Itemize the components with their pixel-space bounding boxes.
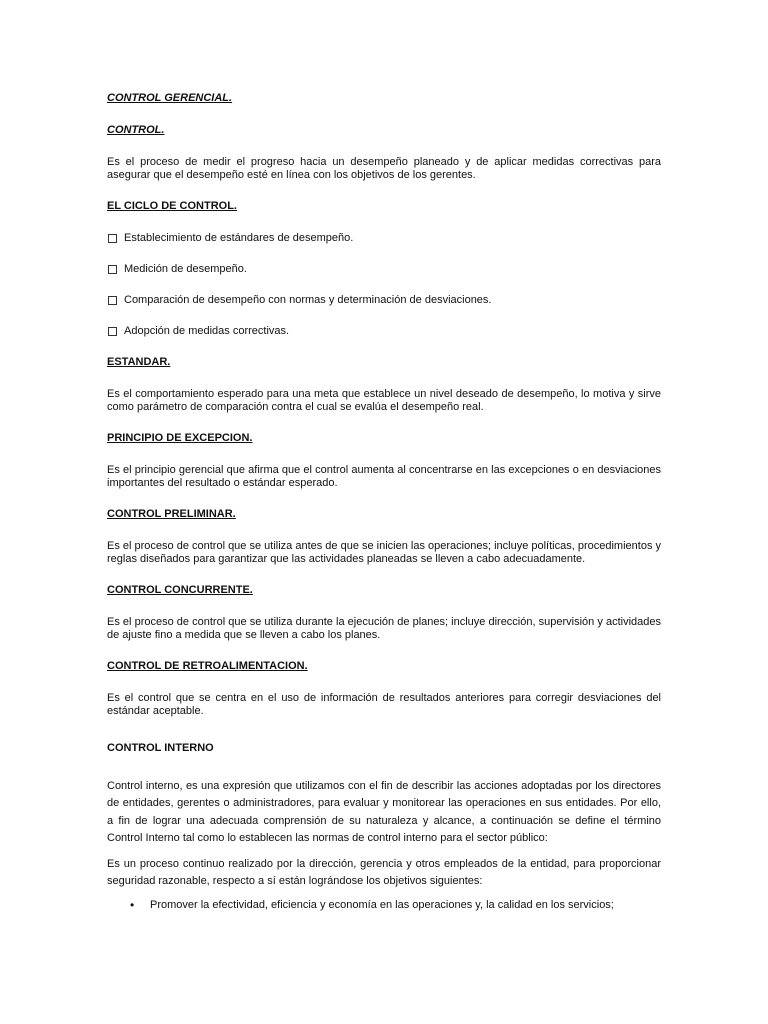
ciclo-item-label: Adopción de medidas correctivas. (124, 325, 290, 337)
concurrente-paragraph: Es el proceso de control que se utiliza durante la ejecución de planes; incluye dirección, supervisión y actividades de ajuste fino a medida que se lleven a cabo los planes. (107, 616, 661, 641)
checkbox-icon (108, 296, 117, 305)
list-item (130, 899, 661, 912)
checkbox-icon (108, 265, 117, 274)
proceso-paragraph: Es un proceso continuo realizado por la dirección, gerencia y otros empleados de la entidad, para proporcionar seguridad razonable, respecto a sí están lográndose los objetivos siguientes: (107, 858, 661, 888)
checkbox-icon (108, 327, 117, 336)
concurrente-heading: CONTROL CONCURRENTE. (107, 584, 253, 596)
control-paragraph: Es el proceso de medir el progreso hacia un desempeño planeado y de aplicar medidas correctivas para asegurar que el desempeño esté en línea con los objetivos de los gerentes. (107, 156, 661, 181)
document-body (107, 92, 661, 912)
retroalimentacion-heading: CONTROL DE RETROALIMENTACION. (107, 660, 308, 672)
bullet-icon: • (130, 897, 135, 912)
estandar-paragraph: Es el comportamiento esperado para una meta que establece un nivel deseado de desempeño, lo motiva y sirve como parámetro de comparación contra el cual se evalúa el desempeño real. (107, 388, 661, 413)
ciclo-heading: EL CICLO DE CONTROL. (107, 200, 237, 212)
control-interno-paragraph: Control interno, es una expresión que utilizamos con el fin de describir las acciones adoptadas por los directores de entidades, gerentes o administradores, para evaluar y monitorear las operaciones en sus entidades. Por ello, a fin de lograr una adecuada comprensión de su naturaleza y alcance, a continuación se define el término Control Interno tal como lo establecen las normas de control interno para el sector público: (107, 780, 661, 844)
ciclo-item (107, 294, 661, 307)
preliminar-heading: CONTROL PRELIMINAR. (107, 508, 236, 520)
estandar-heading: ESTANDAR. (107, 356, 171, 368)
ciclo-item-label: Establecimiento de estándares de desempeño. (124, 232, 354, 244)
retroalimentacion-paragraph: Es el control que se centra en el uso de información de resultados anteriores para corregir desviaciones del estándar aceptable. (107, 692, 661, 717)
excepcion-paragraph: Es el principio gerencial que afirma que el control aumenta al concentrarse en las excepciones o en desviaciones importantes del resultado o estándar esperado. (107, 464, 661, 489)
control-interno-heading: CONTROL INTERNO (107, 742, 214, 754)
preliminar-paragraph: Es el proceso de control que se utiliza antes de que se inicien las operaciones; incluye políticas, procedimientos y reglas diseñados para garantizar que las actividades planeadas se lleven a cabo adecuadamente. (107, 540, 661, 565)
ciclo-item (107, 263, 661, 276)
control-heading: CONTROL. (107, 124, 165, 136)
ciclo-item (107, 325, 661, 338)
excepcion-heading: PRINCIPIO DE EXCEPCION. (107, 432, 253, 444)
ciclo-item-label: Comparación de desempeño con normas y determinación de desviaciones. (124, 294, 492, 306)
list-item-label: Promover la efectividad, eficiencia y economía en las operaciones y, la calidad en los servicios; (150, 898, 614, 911)
checkbox-icon (108, 234, 117, 243)
ciclo-item (107, 232, 661, 245)
document-title: CONTROL GERENCIAL. (107, 92, 233, 104)
ciclo-item-label: Medición de desempeño. (124, 263, 247, 275)
